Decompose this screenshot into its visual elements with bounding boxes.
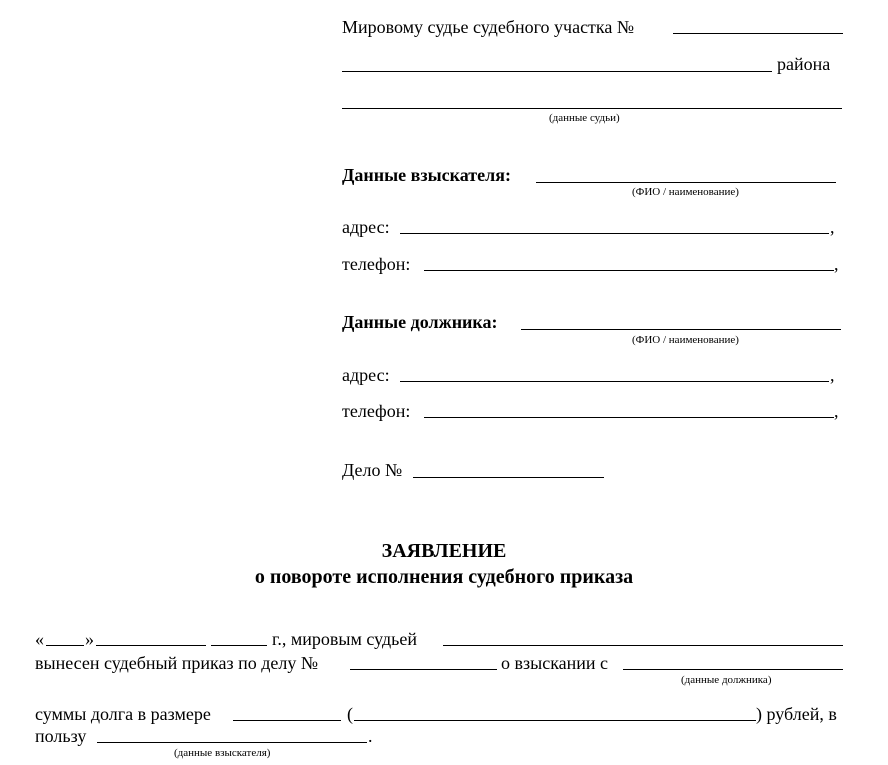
rubles-text: ) рублей, в xyxy=(756,704,837,724)
claimant-data-line[interactable] xyxy=(97,742,367,743)
claimant-address-line[interactable] xyxy=(400,233,829,234)
debtor-address-comma: , xyxy=(830,365,835,385)
open-quote: « xyxy=(35,629,44,649)
claimant-label: Данные взыскателя: xyxy=(342,165,511,185)
debtor-data-caption: (данные должника) xyxy=(681,674,772,686)
debtor-name-line[interactable] xyxy=(521,329,841,330)
document-title: ЗАЯВЛЕНИЕ xyxy=(381,540,507,562)
close-quote: » xyxy=(85,629,94,649)
amount-text: суммы долга в размере xyxy=(35,704,211,724)
issued-text: вынесен судебный приказ по делу № xyxy=(35,653,319,673)
court-number-line[interactable] xyxy=(673,33,843,34)
debtor-address-line[interactable] xyxy=(400,381,829,382)
day-line[interactable] xyxy=(46,645,84,646)
judge-prefix-text: Мировому судье судебного участка № xyxy=(342,17,635,37)
claimant-phone-label: телефон: xyxy=(342,254,411,274)
case-number-line[interactable] xyxy=(413,477,604,478)
judge-name-line[interactable] xyxy=(443,645,843,646)
debtor-data-line[interactable] xyxy=(623,669,843,670)
case-no-line[interactable] xyxy=(350,669,497,670)
claimant-phone-line[interactable] xyxy=(424,270,834,271)
district-suffix-text: района xyxy=(777,54,831,74)
case-number-label: Дело № xyxy=(342,460,403,480)
amount-words-line[interactable] xyxy=(354,720,756,721)
claimant-data-caption: (данные взыскателя) xyxy=(174,747,271,759)
judge-data-caption: (данные судьи) xyxy=(549,112,620,124)
month-line[interactable] xyxy=(96,645,206,646)
claimant-name-line[interactable] xyxy=(536,182,836,183)
debtor-label: Данные должника: xyxy=(342,312,498,332)
claimant-address-comma: , xyxy=(830,217,835,237)
amount-number-line[interactable] xyxy=(233,720,341,721)
claimant-name-caption: (ФИО / наименование) xyxy=(632,186,739,198)
judge-data-line[interactable] xyxy=(342,108,842,109)
recover-text: о взыскании с xyxy=(501,653,609,673)
debtor-address-label: адрес: xyxy=(342,365,390,385)
open-paren: ( xyxy=(347,704,353,724)
end-period: . xyxy=(368,726,373,746)
debtor-name-caption: (ФИО / наименование) xyxy=(632,334,739,346)
favor-text: пользу xyxy=(35,726,87,746)
district-line[interactable] xyxy=(342,71,772,72)
debtor-phone-label: телефон: xyxy=(342,401,411,421)
year-line[interactable] xyxy=(211,645,267,646)
document-subtitle: о повороте исполнения судебного приказа xyxy=(254,566,634,588)
debtor-phone-comma: , xyxy=(834,401,839,421)
claimant-phone-comma: , xyxy=(834,254,839,274)
claimant-address-label: адрес: xyxy=(342,217,390,237)
debtor-phone-line[interactable] xyxy=(424,417,834,418)
year-judge-text: г., мировым судьей xyxy=(272,629,417,649)
